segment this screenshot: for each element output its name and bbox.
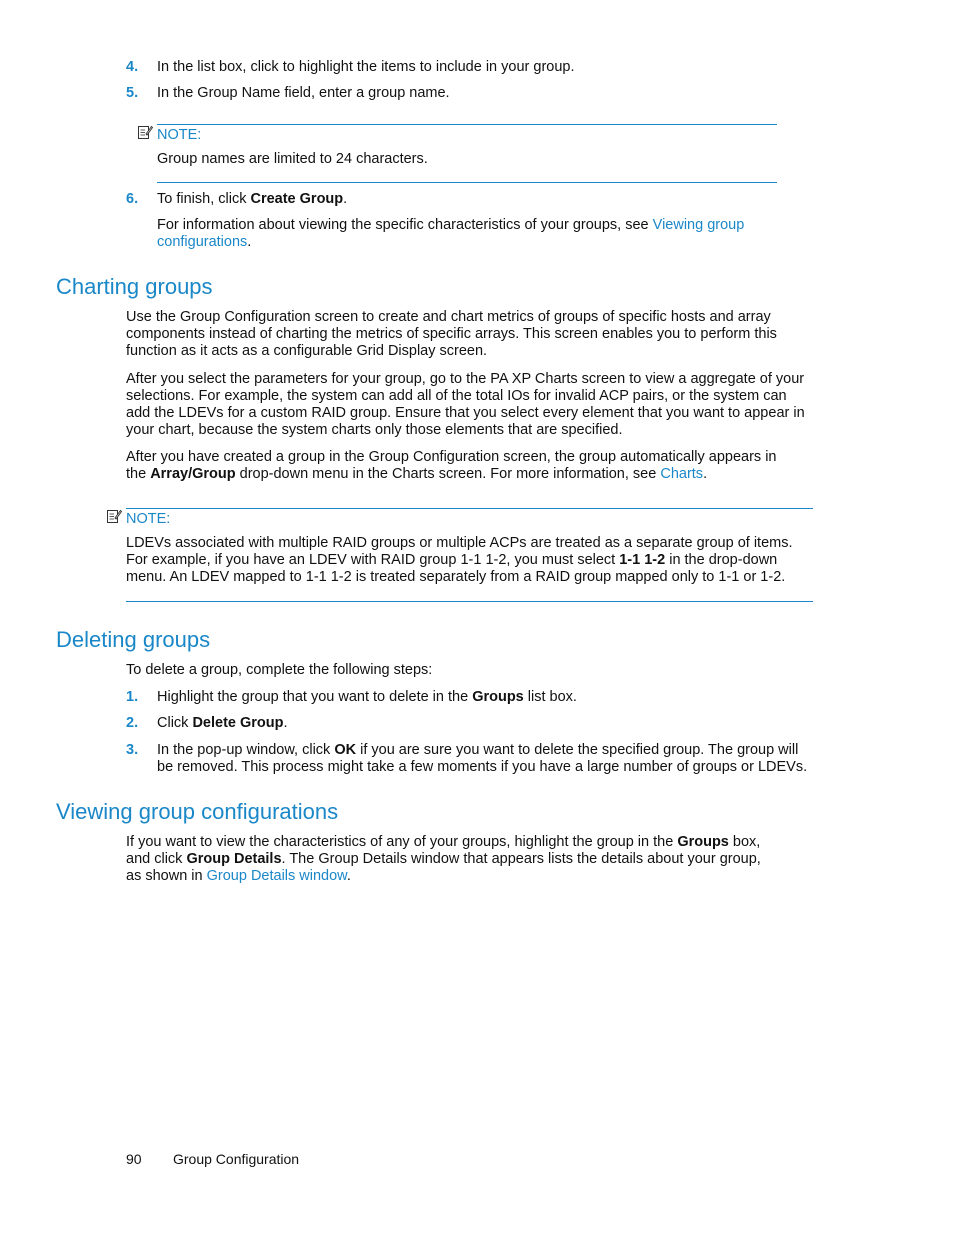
delete-group-term: Delete Group: [192, 715, 284, 731]
note-top-divider: [157, 124, 777, 125]
note-label: NOTE:: [157, 127, 202, 143]
viewing-group-configurations-heading: Viewing group configurations: [56, 799, 339, 824]
charting-groups-heading: Charting groups: [56, 274, 213, 299]
note2-text: LDEVs associated with multiple RAID groups or multiple ACPs are treated as a separate group of items. For example, if you have an LDEV with RAID group 1-1 1-2, you must select 1-1 1-2 in the drop-down menu. An LDEV mapped to 1-1 1-2 is treated separately from a RAID group mapped only to 1-1 or 1-2.: [126, 535, 793, 585]
raid-group-term: 1-1 1-2: [619, 552, 666, 568]
step-number-5: 5.: [126, 85, 139, 101]
viewing-group-configurations-link[interactable]: Viewing group: [652, 217, 745, 233]
note2-label: NOTE:: [126, 511, 171, 527]
groups-box-term: Groups: [677, 834, 729, 850]
charts-link[interactable]: Charts: [660, 466, 704, 482]
groups-term: Groups: [472, 689, 524, 705]
create-group-term: Create Group: [250, 191, 344, 207]
note-bottom-divider: [157, 182, 777, 183]
step6-info-line2: configurations.: [157, 234, 252, 250]
note-pencil-icon: [137, 124, 153, 140]
charting-paragraph-3: After you have created a group in the Group Configuration screen, the group automatically appears in the Array/Group drop-down menu in the Charts screen. For more information, see Charts.: [126, 449, 777, 482]
step6-info-line1: For information about viewing the specific characteristics of your groups, see Viewing group: [157, 217, 745, 233]
ok-term: OK: [334, 742, 357, 758]
charting-paragraph-1: Use the Group Configuration screen to create and chart metrics of groups of specific hosts and array components instead of charting the metrics of specific arrays. This screen enables you to perform this function as it acts as a configurable Grid Display screen.: [126, 309, 777, 359]
step-text-4: In the list box, click to highlight the items to include in your group.: [157, 59, 575, 75]
page-number: 90: [126, 1151, 142, 1167]
note-text: Group names are limited to 24 characters.: [157, 151, 428, 167]
step-number-6: 6.: [126, 191, 139, 207]
footer-section-title: Group Configuration: [173, 1151, 300, 1167]
group-details-window-link[interactable]: Group Details window: [206, 868, 347, 884]
viewing-paragraph: If you want to view the characteristics of any of your groups, highlight the group in the Groups box, and click Group Details. The Group Details window that appears lists the details about your group, as shown in Group Details window.: [126, 834, 761, 884]
delete-step-text-1: Highlight the group that you want to delete in the Groups list box.: [157, 689, 577, 705]
delete-step-number-1: 1.: [126, 689, 139, 705]
note2-bottom-divider: [126, 601, 813, 602]
charting-paragraph-2: After you select the parameters for your group, go to the PA XP Charts screen to view a aggregate of your selections. For example, the system can add all of the total IOs for invalid ACP pairs, or the system can add the LDEVs for a custom RAID group. Ensure that you select every element that you want to appear in your chart, because the system charts only those elements that are specified.: [126, 371, 805, 438]
step-text-5: In the Group Name field, enter a group name.: [157, 85, 450, 101]
note2-pencil-icon: [106, 508, 122, 524]
step-number-4: 4.: [126, 59, 139, 75]
deleting-groups-heading: Deleting groups: [56, 627, 211, 652]
delete-step-number-2: 2.: [126, 715, 139, 731]
step-text-6: To finish, click Create Group.: [157, 191, 348, 207]
delete-step-text-2: Click Delete Group.: [157, 715, 288, 731]
viewing-group-configurations-link-cont[interactable]: configurations: [157, 234, 248, 250]
note2-top-divider: [126, 508, 813, 509]
array-group-term: Array/Group: [150, 466, 236, 482]
group-details-term: Group Details: [186, 851, 282, 867]
delete-step-text-3: In the pop-up window, click OK if you are sure you want to delete the specified group. The group will be removed. This process might take a few moments if you have a large number of groups or LDEVs.: [157, 742, 808, 775]
delete-step-number-3: 3.: [126, 742, 139, 758]
deleting-intro: To delete a group, complete the following steps:: [126, 662, 433, 678]
